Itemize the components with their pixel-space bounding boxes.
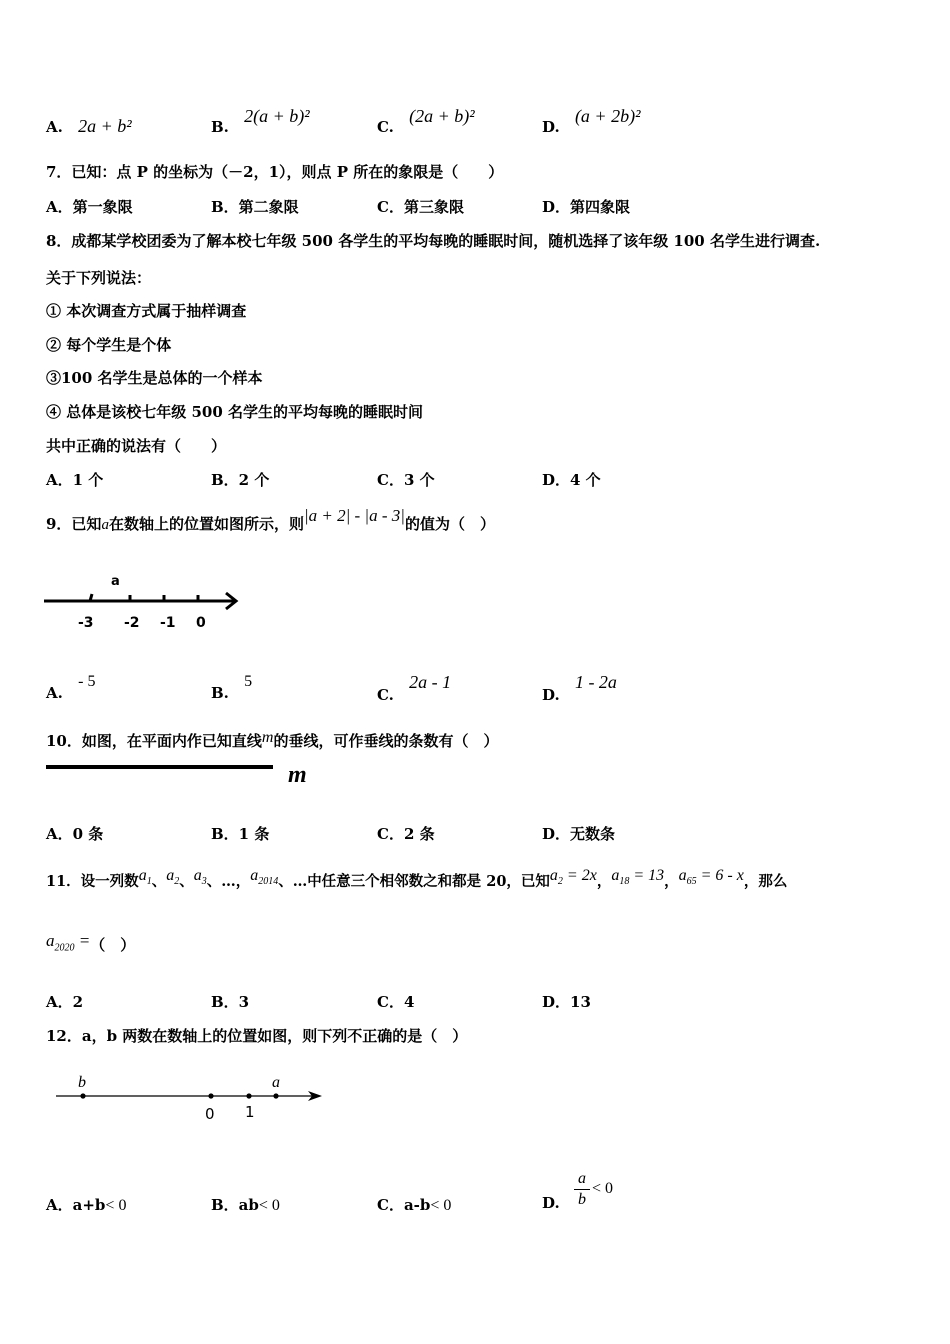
q12-tick-0: 0 <box>205 1105 215 1123</box>
q9-option-a: A. - 5 <box>46 673 96 702</box>
q8-question: 共中正确的说法有（ ） <box>46 437 227 455</box>
q9-stem: 9．已知a在数轴上的位置如图所示，则|a + 2| - |a - 3|的值为（ ） <box>46 506 495 533</box>
q11-option-b: B．3 <box>211 993 250 1011</box>
q8-statement-4: ④ 总体是该校七年级 500 名学生的平均每晚的睡眠时间 <box>46 403 423 421</box>
q12-point-a-label: a <box>272 1074 280 1091</box>
q12-option-d-relation: < 0 <box>592 1180 614 1197</box>
q9-option-d: D. 1 - 2a <box>542 672 617 704</box>
q7-option-b: B．第二象限 <box>211 198 299 216</box>
q9-option-b: B. 5 <box>211 673 253 702</box>
q12-option-a: A．a+b< 0 <box>46 1196 127 1214</box>
q9-expression: |a + 2| - |a - 3| <box>303 506 405 525</box>
q9-tick-minus-3: -3 <box>78 615 94 631</box>
q12-option-d-label: D. <box>542 1194 560 1212</box>
q9-number-line <box>40 570 250 632</box>
q10-line-m <box>46 765 273 769</box>
q10-option-d: D．无数条 <box>542 825 616 843</box>
q6-option-a: A. 2a + b² <box>46 116 132 136</box>
q12-option-d-fraction: a b <box>574 1170 590 1209</box>
q7-stem: 7．已知：点 P 的坐标为（－2，1），则点 P 所在的象限是（ ） <box>46 163 504 181</box>
q8-option-b: B．2 个 <box>211 471 270 489</box>
q12-number-line <box>50 1070 335 1126</box>
q9-option-c: C. 2a - 1 <box>377 672 452 704</box>
q8-intro: 关于下列说法： <box>46 269 152 287</box>
q8-option-c: C．3 个 <box>377 471 435 489</box>
q10-option-b: B．1 条 <box>211 825 270 843</box>
q9-point-a-label: a <box>111 574 120 589</box>
q8-option-a: A．1 个 <box>46 471 104 489</box>
q12-stem: 12．a，b 两数在数轴上的位置如图，则下列不正确的是（ ） <box>46 1027 468 1045</box>
q9-tick-minus-1: -1 <box>160 615 176 631</box>
q8-statement-1: ① 本次调查方式属于抽样调查 <box>46 302 247 320</box>
q6-option-b: B. 2(a + b)² <box>211 106 310 136</box>
q8-stem: 8．成都某学校团委为了解本校七年级 500 各学生的平均每晚的睡眠时间，随机选择了该年级 100 名学生进行调查. <box>46 232 821 250</box>
q8-statement-3: ③100 名学生是总体的一个样本 <box>46 369 263 387</box>
q10-option-a: A．0 条 <box>46 825 104 843</box>
q12-tick-1: 1 <box>245 1103 255 1121</box>
q11-option-c: C．4 <box>377 993 415 1011</box>
q11-option-d: D．13 <box>542 993 591 1011</box>
q6-option-d: D. (a + 2b)² <box>542 106 641 136</box>
q12-option-c: C．a-b< 0 <box>377 1196 452 1214</box>
q8-option-d: D．4 个 <box>542 471 601 489</box>
q10-option-c: C．2 条 <box>377 825 435 843</box>
q6-option-c: C. (2a + b)² <box>377 106 475 136</box>
q10-line-label: m <box>288 762 307 788</box>
q7-option-a: A．第一象限 <box>46 198 133 216</box>
q9-tick-0: 0 <box>196 615 206 631</box>
q7-option-d: D．第四象限 <box>542 198 631 216</box>
q11-question: $a_{2020}$ =（ ） <box>46 931 136 954</box>
q8-statement-2: ② 每个学生是个体 <box>46 336 172 354</box>
q9-tick-minus-2: -2 <box>124 615 140 631</box>
q12-point-b-label: b <box>78 1074 86 1091</box>
q7-option-c: C．第三象限 <box>377 198 464 216</box>
q12-option-b: B．ab< 0 <box>211 1196 280 1214</box>
q10-stem: 10．如图，在平面内作已知直线m的垂线，可作垂线的条数有（ ） <box>46 729 499 750</box>
q11-stem: 11．设一列数$a_1$、$a_2$、$a_3$、…，$a_{2014}$、…中任意三个相邻数之和都是 20，已知$a_2 = 2x$，$a_{18} = 13$，$a_{65} = 6 - x$，那么 <box>46 867 788 890</box>
q11-option-a: A．2 <box>46 993 84 1011</box>
